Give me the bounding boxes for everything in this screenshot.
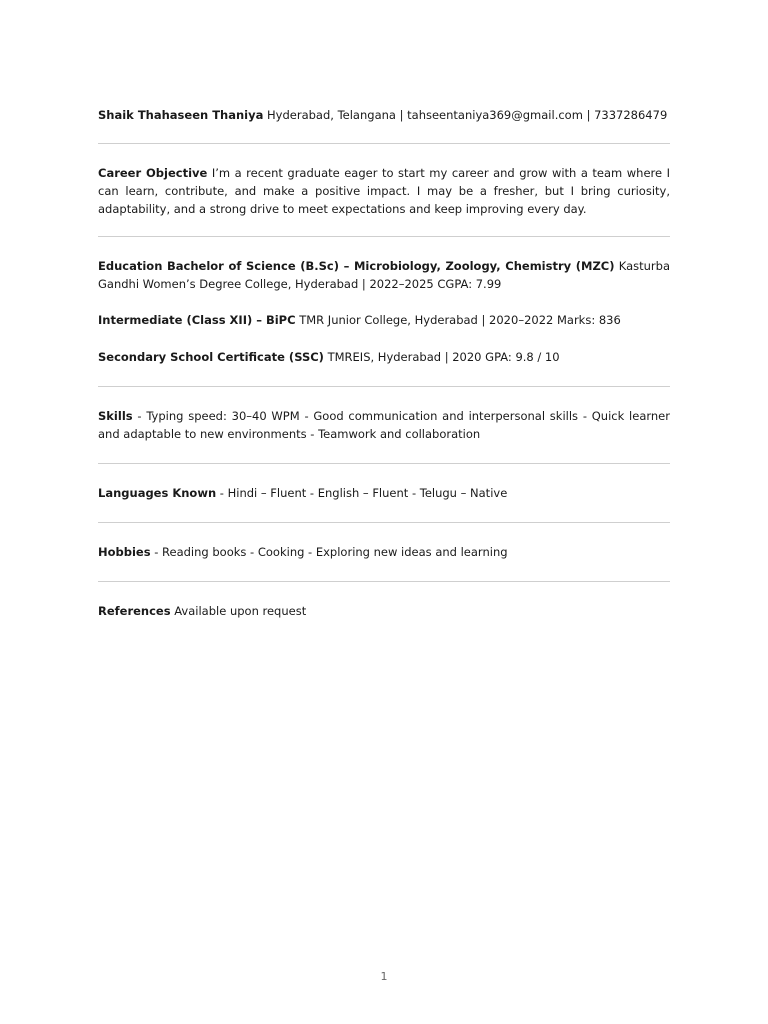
education-intermediate-label: Intermediate (Class XII) – BiPC bbox=[98, 313, 296, 327]
contact-info: Hyderabad, Telangana | tahseentaniya369@gmail.com | 7337286479 bbox=[263, 108, 668, 122]
skills-label: Skills bbox=[98, 409, 133, 423]
header-line bbox=[98, 106, 670, 124]
career-objective-text: I’m a recent graduate eager to start my career and grow with a team where I can learn, contribute, and make a positive impact. I may be a fresher, but I bring curiosity, adaptability, and a strong drive to meet expectations and keep improving every day. bbox=[98, 166, 670, 216]
hobbies-label: Hobbies bbox=[98, 545, 151, 559]
section-divider bbox=[98, 522, 670, 523]
hobbies-section bbox=[98, 543, 670, 561]
education-degree bbox=[98, 257, 670, 293]
section-divider bbox=[98, 236, 670, 237]
education-ssc-text: TMREIS, Hyderabad | 2020 GPA: 9.8 / 10 bbox=[323, 350, 560, 364]
education-degree-label: Education Bachelor of Science (B.Sc) – Microbiology, Zoology, Chemistry (MZC) bbox=[98, 259, 615, 273]
education-degree-text: Kasturba Gandhi Women’s Degree College, Hyderabad | 2022–2025 CGPA: 7.99 bbox=[98, 259, 671, 291]
resume-document bbox=[98, 106, 670, 620]
education-intermediate bbox=[98, 311, 670, 329]
skills-text: - Typing speed: 30–40 WPM - Good communication and interpersonal skills - Quick learner and adaptable to new environments - Teamwork and collaboration bbox=[98, 409, 670, 441]
career-objective-label: Career Objective bbox=[98, 166, 208, 180]
candidate-name: Shaik Thahaseen Thaniya bbox=[98, 108, 264, 122]
section-divider bbox=[98, 143, 670, 144]
education-ssc bbox=[98, 348, 670, 366]
languages-section bbox=[98, 484, 670, 502]
skills-section bbox=[98, 407, 670, 443]
languages-label: Languages Known bbox=[98, 486, 217, 500]
references-label: References bbox=[98, 604, 171, 618]
page-number: 1 bbox=[380, 970, 388, 983]
section-divider bbox=[98, 581, 670, 582]
references-section bbox=[98, 602, 670, 620]
languages-text: - Hindi – Fluent - English – Fluent - Telugu – Native bbox=[216, 486, 508, 500]
section-divider bbox=[98, 386, 670, 387]
education-intermediate-text: TMR Junior College, Hyderabad | 2020–2022 Marks: 836 bbox=[295, 313, 621, 327]
career-objective-section bbox=[98, 164, 670, 218]
section-divider bbox=[98, 463, 670, 464]
education-ssc-label: Secondary School Certificate (SSC) bbox=[98, 350, 324, 364]
references-text: Available upon request bbox=[170, 604, 307, 618]
hobbies-text: - Reading books - Cooking - Exploring new ideas and learning bbox=[150, 545, 508, 559]
